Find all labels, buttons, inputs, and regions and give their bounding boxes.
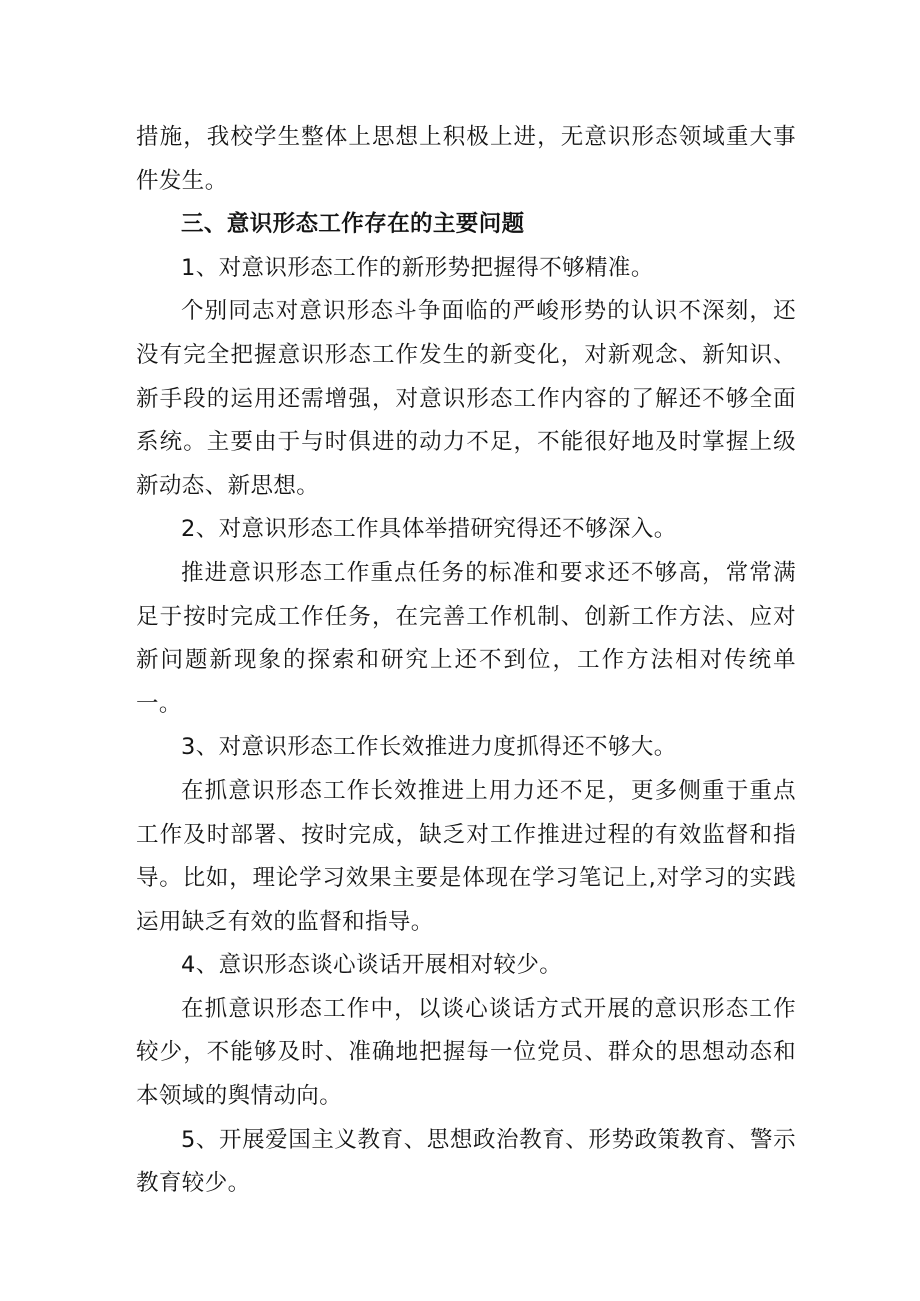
issue-1-body: 个别同志对意识形态斗争面临的严峻形势的认识不深刻，还没有完全把握意识形态工作发生的新变化，对新观念、新知识、新手段的运用还需增强，对意识形态工作内容的了解还不够全面系统。主要由于与时俱进的动力不足，不能很好地及时掌握上级新动态、新思想。 [136,298,796,499]
issue-3-title: 3、对意识形态工作长效推进力度抓得还不够大。 [181,734,677,761]
paragraph-intro-continuation: 措施，我校学生整体上思想上积极上进，无意识形态领域重大事件发生。 [136,124,796,194]
issue-5-title: 5、开展爱国主义教育、思想政治教育、形势政策教育、警示教育较少。 [136,1126,796,1197]
issue-2-body: 推进意识形态工作重点任务的标准和要求还不够高，常常满足于按时完成工作任务，在完善工作机制、创新工作方法、应对新问题新现象的探索和研究上还不到位，工作方法相对传统单一。 [136,559,796,717]
issue-2-title: 2、对意识形态工作具体举措研究得还不够深入。 [181,516,677,543]
issue-4-title: 4、意识形态谈心谈话开展相对较少。 [181,952,563,979]
issue-1-title: 1、对意识形态工作的新形势把握得不够精准。 [181,254,654,281]
issue-3-body: 在抓意识形态工作长效推进上用力还不足，更多侧重于重点工作及时部署、按时完成，缺乏对工作推进过程的有效监督和指导。比如，理论学习效果主要是体现在学习笔记上,对学习的实践运用缺乏有效的监督和指导。 [136,777,796,935]
document-body [136,116,796,1206]
issue-4-body: 在抓意识形态工作中，以谈心谈话方式开展的意识形态工作较少，不能够及时、准确地把握每一位党员、群众的思想动态和本领域的舆情动向。 [136,995,796,1110]
section-heading-main-problems: 三、意识形态工作存在的主要问题 [181,211,525,238]
